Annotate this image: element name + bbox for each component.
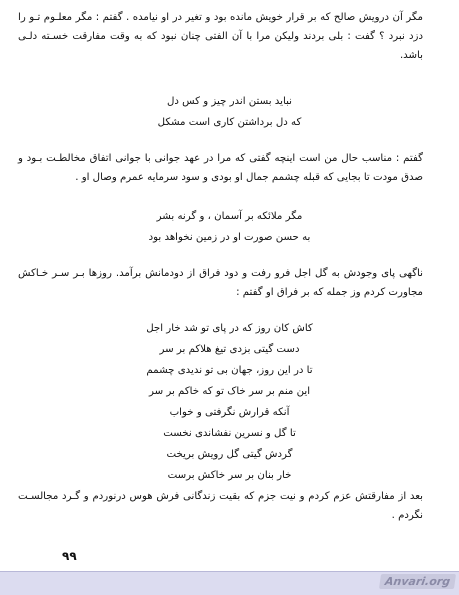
- paragraph-1: مگر آن درویش صالح که بر قرار خویش مانده بود و تغیر در او نیامده . گفتم : مگر معلـوم تـو را دزد نبرد ؟ گفت : بلی بردند ولیکن مرا با آن الفتی چنان نبود که به وقت مفارقت خسـته دلـی باشد.: [18, 12, 423, 61]
- page-number: ۹۹: [62, 549, 77, 563]
- verse-line: کاش کان روز که در پای تو شد خار اجل: [146, 323, 313, 334]
- verse-line: دست گیتی بزدی تیغ هلاکم بر سر: [159, 344, 300, 355]
- watermark-logo: Anvari.org: [379, 574, 456, 589]
- paragraph-2: گفتم : مناسب حال من است اینچه گفتی که مرا در عهد جوانی با جوانی اتفاق مخالطـت بـود و صدق مودت تا بجایی که قبله چشمم جمال او بودی و سود سرمایه عمرم وصال او .: [18, 153, 423, 183]
- verse-line: گردش گیتی گل رویش بریخت: [166, 449, 293, 460]
- verse-block-1: [0, 91, 459, 133]
- verse-line: به حسن صورت او در زمین نخواهد بود: [148, 232, 311, 243]
- verse-line: مگر ملائکه بر آسمان ، و گرنه بشر: [156, 211, 303, 222]
- verse-block-3: [0, 318, 459, 486]
- verse-line: این منم بر سر خاک تو که خاکم بر سر: [148, 386, 311, 397]
- verse-block-2: [0, 206, 459, 248]
- paragraph-4: بعد از مفارقتش عزم کردم و نیت جزم که بقیت زندگانی فرش هوس درنوردم و گـرد مجالسـت نگردم .: [18, 491, 423, 521]
- verse-line: نباید بستن اندر چیز و کس دل: [166, 96, 292, 107]
- verse-line: تا در این روز، جهان بی تو ندیدی چشمم: [146, 365, 313, 376]
- verse-line: خار بنان بر سر خاکش برست: [167, 470, 292, 481]
- verse-line: تا گل و نسرین نفشاندی نخست: [163, 428, 296, 439]
- verse-line: آنکه قرارش نگرفتی و خواب: [169, 407, 290, 418]
- paragraph-3: ناگهی پای وجودش به گل اجل فرو رفت و دود فراق از دودمانش برآمد. روزها بـر سـر خـاکش مجاورت کردم وز جمله که بر فراق او گفتم :: [18, 268, 423, 298]
- verse-line: که دل برداشتن کاری است مشکل: [157, 117, 302, 128]
